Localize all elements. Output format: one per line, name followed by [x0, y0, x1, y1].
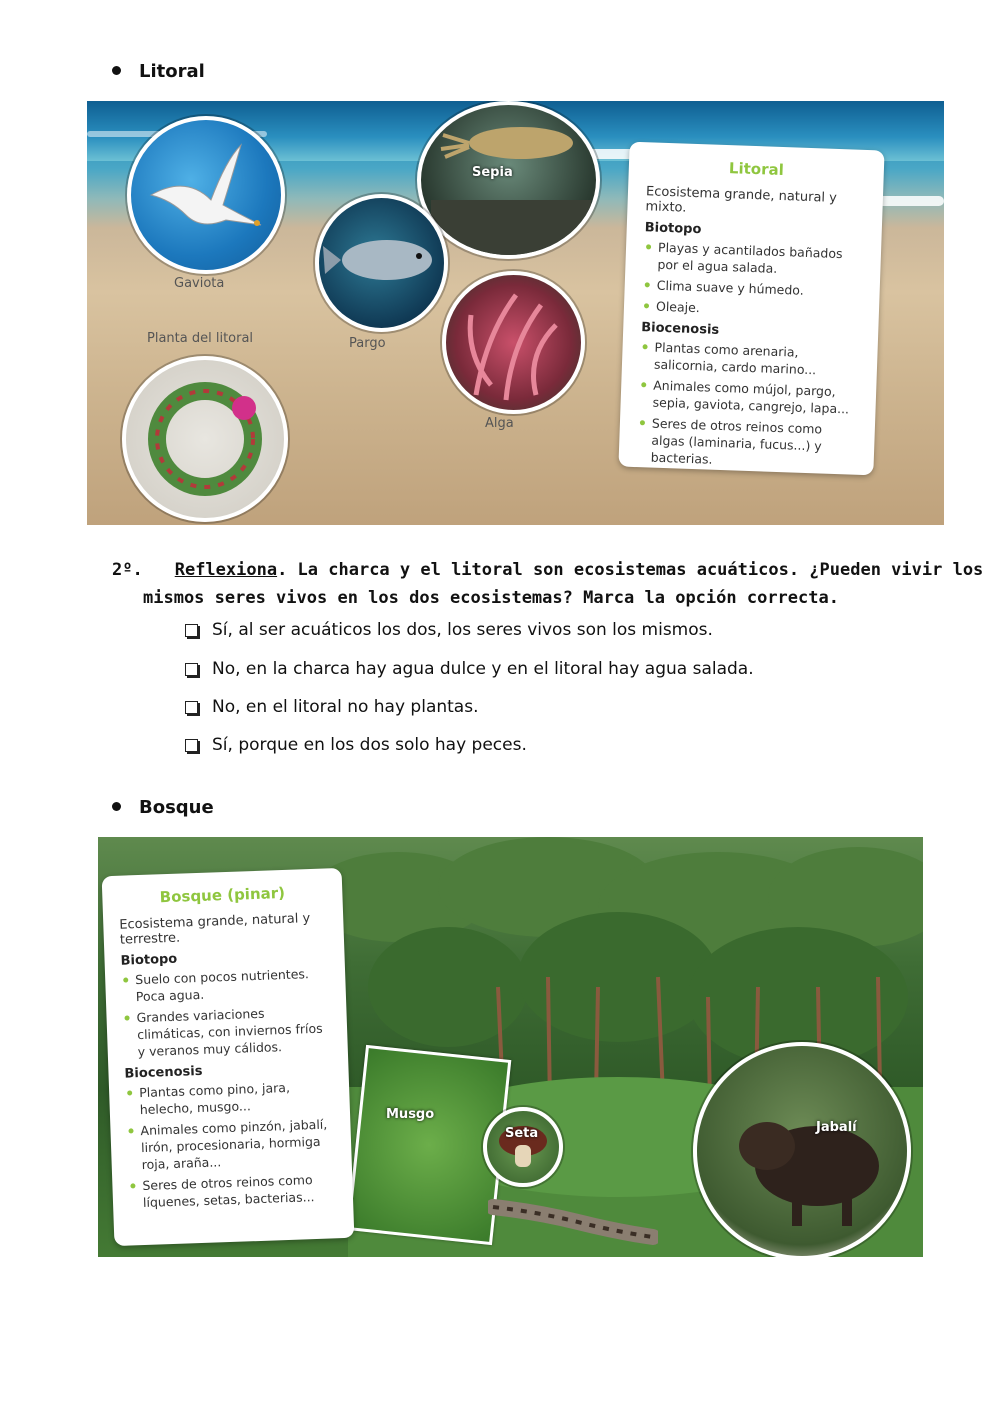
gaviota-photo [127, 116, 285, 274]
list-item: Plantas como arenaria, salicornia, cardo marino... [640, 338, 860, 380]
list-item: Oleaje. [642, 297, 861, 322]
plant-icon [126, 360, 284, 518]
litoral-heading [112, 61, 205, 82]
question-keyword: Reflexiona [174, 560, 278, 580]
option-3[interactable] [185, 697, 478, 717]
jabali-label: Jabalí [816, 1120, 857, 1135]
card-intro: Ecosistema grande, natural y mixto. [645, 184, 838, 216]
bosque-heading-text: Bosque [139, 797, 214, 818]
list-item: Plantas como pino, jara, helecho, musgo... [125, 1077, 334, 1118]
list-item: Clima suave y húmedo. [642, 276, 861, 301]
mushroom-icon [487, 1111, 559, 1183]
jabali-photo [693, 1042, 911, 1257]
card-title: Bosque (pinar) [159, 883, 286, 907]
sepia-label: Sepia [472, 165, 513, 180]
litoral-heading-text: Litoral [139, 61, 205, 82]
planta-label: Planta del litoral [147, 331, 254, 346]
bullet-icon [112, 802, 121, 811]
bosque-heading [112, 797, 214, 818]
option-1[interactable] [185, 620, 713, 640]
biotopo-list [642, 238, 864, 322]
biocenosis-list [636, 338, 859, 473]
biocenosis-title: Biocenosis [641, 320, 720, 338]
planta-photo [122, 356, 288, 522]
alga-label: Alga [485, 416, 514, 431]
list-item: Seres de otros reinos como algas (laminaria, fucus...) y bacterias. [636, 414, 857, 473]
gaviota-label: Gaviota [174, 276, 225, 291]
bosque-info-card [102, 868, 355, 1246]
musgo-label: Musgo [386, 1107, 435, 1122]
sepia-photo [417, 101, 600, 259]
question-text-2: mismos seres vivos en los dos ecosistemas? Marca la opción correcta. [143, 588, 839, 608]
option-label: Sí, porque en los dos solo hay peces. [212, 735, 527, 755]
checkbox[interactable] [185, 624, 198, 637]
checkbox[interactable] [185, 663, 198, 676]
card-intro: Ecosistema grande, natural y terrestre. [119, 911, 311, 948]
question-text-1: . La charca y el litoral son ecosistemas acuáticos. ¿Pueden vivir los [277, 560, 984, 580]
pargo-photo [315, 194, 448, 332]
list-item: Suelo con pocos nutrientes. Poca agua. [121, 964, 330, 1005]
alga-photo [442, 271, 585, 414]
checkbox[interactable] [185, 701, 198, 714]
list-item: Playas y acantilados bañados por el agua salada. [643, 238, 863, 280]
biocenosis-list [125, 1077, 337, 1211]
option-label: No, en la charca hay agua dulce y en el litoral hay agua salada. [212, 659, 754, 679]
boar-icon [697, 1046, 907, 1256]
card-title: Litoral [728, 159, 785, 180]
seaweed-icon [446, 275, 581, 410]
fish-icon [319, 198, 444, 328]
litoral-info-card [618, 142, 884, 476]
list-item: Animales como pinzón, jabalí, lirón, procesionaria, hormiga roja, araña... [126, 1115, 336, 1173]
pargo-label: Pargo [349, 336, 386, 351]
option-label: No, en el litoral no hay plantas. [212, 697, 479, 717]
list-item: Seres de otros reinos como líquenes, setas, bacterias... [128, 1170, 337, 1211]
list-item: Animales como mújol, pargo, sepia, gaviota, cangrejo, lapa... [638, 376, 858, 418]
bullet-icon [112, 66, 121, 75]
bosque-illustration [98, 837, 923, 1257]
biocenosis-title: Biocenosis [124, 1063, 203, 1082]
cuttlefish-icon [421, 105, 596, 255]
caterpillar-icon [488, 1197, 658, 1247]
option-2[interactable] [185, 659, 754, 679]
question-line-1 [112, 560, 983, 580]
list-item: Grandes variaciones climáticas, con inviernos fríos y veranos muy cálidos. [122, 1002, 332, 1060]
biotopo-list [121, 964, 332, 1060]
option-4[interactable] [185, 735, 527, 755]
biotopo-title: Biotopo [120, 951, 178, 969]
checkbox[interactable] [185, 739, 198, 752]
question-number: 2º. [112, 560, 143, 580]
biotopo-title: Biotopo [644, 220, 702, 238]
seta-label: Seta [505, 1126, 539, 1141]
option-label: Sí, al ser acuáticos los dos, los seres vivos son los mismos. [212, 620, 713, 640]
seagull-icon [131, 120, 281, 270]
litoral-illustration [87, 101, 944, 525]
seta-photo [483, 1107, 563, 1187]
